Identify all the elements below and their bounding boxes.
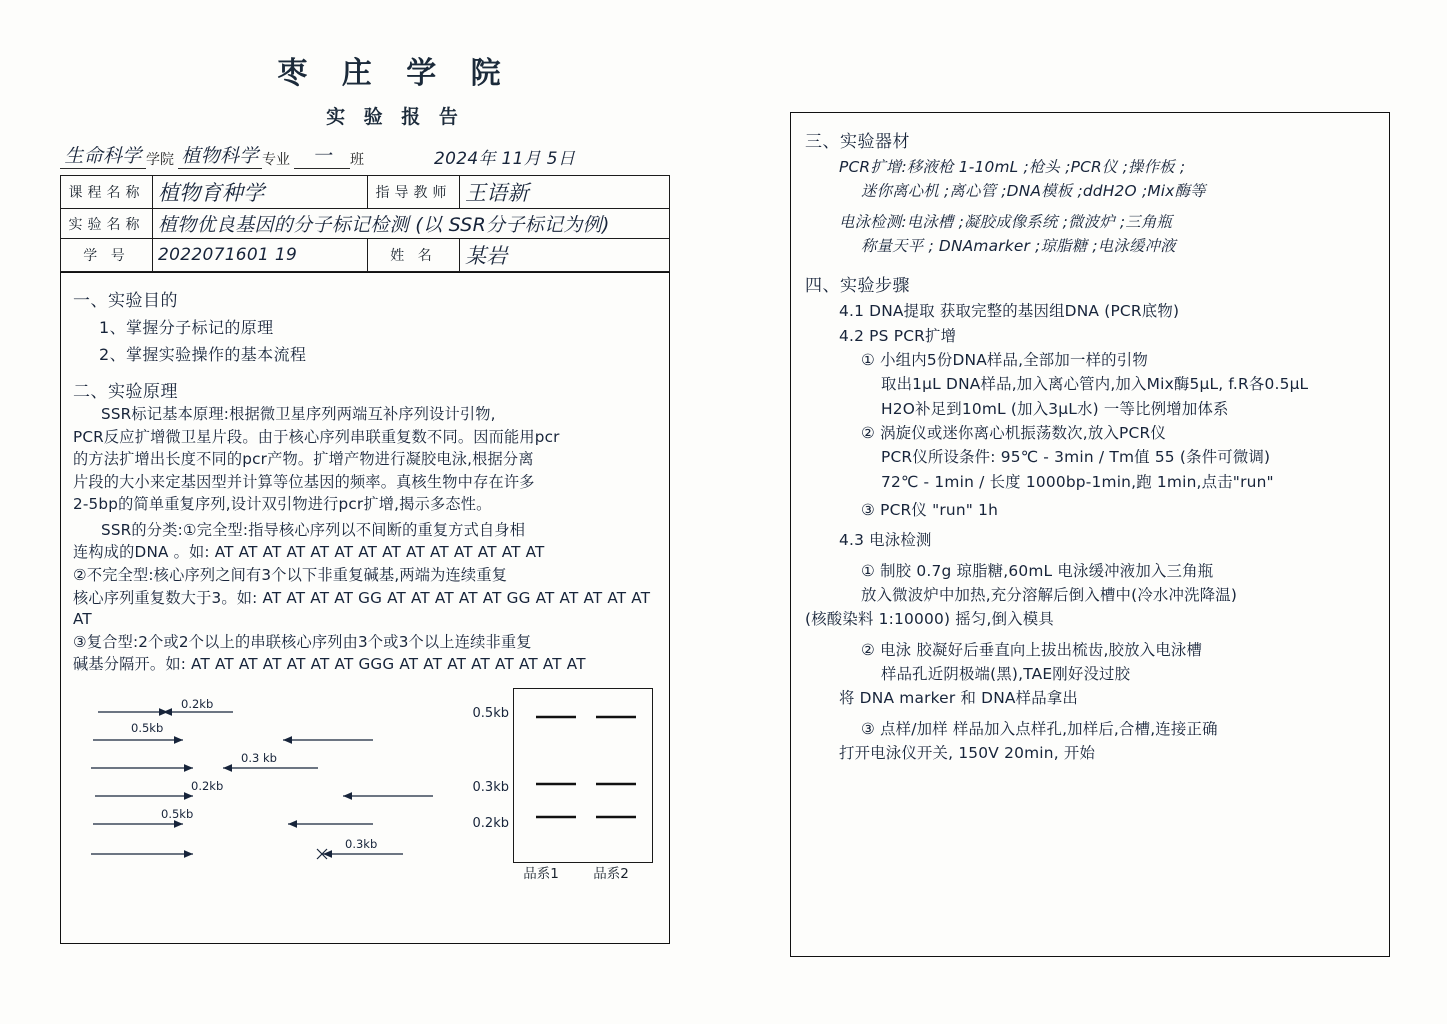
principle-line: SSR标记基本原理:根据微卫星序列两端互补序列设计引物, — [101, 405, 496, 423]
step-line: 将 DNA marker 和 DNA样品拿出 — [839, 689, 1079, 708]
step-line: 取出1μL DNA样品,加入离心管内,加入Mix酶5μL, f.R各0.5μL — [881, 375, 1309, 394]
report-type-title: 实 验 报 告 — [326, 106, 464, 128]
student-id-label: 学 号 — [61, 239, 153, 272]
table-row — [61, 176, 670, 209]
info-table — [60, 175, 670, 272]
course-name-value[interactable]: 植物育种学 — [158, 181, 265, 205]
experiment-name-label: 实验名称 — [61, 209, 153, 239]
table-row — [61, 239, 670, 272]
step-line: 4.1 DNA提取 获取完整的基因组DNA (PCR底物) — [839, 302, 1180, 321]
student-id-value[interactable]: 2022071601 19 — [158, 245, 298, 265]
college-label: 学院 — [146, 153, 174, 168]
sample-label: 品系1 — [523, 865, 559, 882]
principle-line: 的方法扩增出长度不同的pcr产物。扩增产物进行凝胶电泳,根据分离 — [73, 450, 534, 469]
band-label: 0.3kb — [472, 779, 509, 795]
class-field[interactable]: 一 — [294, 141, 350, 169]
svg-text:0.3kb: 0.3kb — [345, 836, 378, 851]
principle-line: 片段的大小来定基因型并计算等位基因的频率。真核生物中存在许多 — [73, 472, 535, 491]
classification-line: ②不完全型:核心序列之间有3个以下非重复碱基,两端为连续重复 — [73, 566, 508, 585]
step-line: 72℃ - 1min / 长度 1000bp-1min,跑 1min,点击"run" — [881, 472, 1274, 491]
band-label: 0.5kb — [472, 705, 509, 721]
primer-arrow-diagram — [73, 682, 453, 882]
section-4-title: 四、实验步骤 — [805, 276, 910, 297]
step-line: 样品孔近阴极端(黑),TAE刚好没过胶 — [881, 664, 1131, 683]
step-line: PCR仪所设条件: 95℃ - 3min / Tm值 55 (条件可微调) — [881, 448, 1271, 467]
classification-line: 核心序列重复数大于3。如: AT AT AT AT GG AT AT AT AT AT GG AT AT AT AT AT AT — [73, 588, 651, 629]
right-sheet — [790, 112, 1390, 957]
table-row — [61, 209, 670, 239]
step-line: ① 小组内5份DNA样品,全部加一样的引物 — [861, 350, 1148, 369]
principle-line: 2-5bp的简单重复序列,设计双引物进行pcr扩增,揭示多态性。 — [73, 495, 492, 514]
experiment-name-value[interactable]: 植物优良基因的分子标记检测 (以 SSR分子标记为例) — [158, 214, 610, 236]
step-line: 打开电泳仪开关, 150V 20min, 开始 — [839, 743, 1096, 762]
section-1-item: 1、掌握分子标记的原理 — [99, 318, 274, 337]
step-line: ③ 点样/加样 样品加入点样孔,加样后,合槽,连接正确 — [861, 719, 1218, 738]
gel-band-labels — [463, 688, 509, 863]
meta-row — [60, 145, 670, 169]
student-name-value[interactable]: 某岩 — [465, 244, 508, 268]
left-content-frame — [60, 272, 670, 944]
gel-sample-labels — [506, 862, 646, 882]
teacher-value[interactable]: 王语新 — [465, 181, 529, 205]
step-line: (核酸染料 1:10000) 摇匀,倒入模具 — [805, 610, 1054, 629]
gel-image — [513, 688, 653, 882]
band-label: 0.2kb — [472, 815, 509, 831]
classification-line: 碱基分隔开。如: AT AT AT AT AT AT AT GGG AT AT AT AT AT AT AT AT — [73, 655, 586, 674]
step-line: 放入微波炉中加热,充分溶解后倒入槽中(冷水冲洗降温) — [861, 585, 1238, 604]
step-line: ② 涡旋仪或迷你离心机振荡数次,放入PCR仪 — [861, 423, 1166, 442]
course-name-label: 课程名称 — [61, 176, 153, 209]
gel-bands — [514, 689, 654, 864]
left-sheet — [60, 48, 670, 978]
svg-text:0.5kb: 0.5kb — [161, 806, 194, 821]
section-1-title: 一、实验目的 — [73, 291, 178, 311]
classification-line: ③复合型:2个或2个以上的串联核心序列由3个或3个以上连续非重复 — [73, 632, 532, 651]
step-line: 4.2 PS PCR扩增 — [839, 326, 957, 345]
equipment-line: PCR扩增:移液枪 1-10mL ;枪头 ;PCR仪 ;操作板 ; — [839, 158, 1186, 176]
date-field[interactable]: 2024年 11月 5日 — [434, 149, 576, 169]
student-name-label: 姓 名 — [368, 239, 460, 272]
svg-text:0.2kb: 0.2kb — [191, 778, 224, 793]
svg-text:0.5kb: 0.5kb — [131, 720, 164, 735]
teacher-label: 指导教师 — [368, 176, 460, 209]
svg-text:0.2kb: 0.2kb — [181, 696, 214, 711]
step-line: ① 制胶 0.7g 琼脂糖,60mL 电泳缓冲液加入三角瓶 — [861, 561, 1214, 580]
step-line: ③ PCR仪 "run" 1h — [861, 500, 999, 519]
class-label: 班 — [350, 153, 364, 168]
principle-line: PCR反应扩增微卫星片段。由于核心序列串联重复数不同。因而能用pcr — [73, 427, 560, 446]
svg-text:0.3 kb: 0.3 kb — [241, 750, 277, 765]
school-title: 枣 庄 学 院 — [277, 56, 513, 91]
equipment-line: 电泳检测:电泳槽 ;凝胶成像系统 ;微波炉 ;三角瓶 — [839, 212, 1173, 231]
section-3-title: 三、实验器材 — [805, 132, 910, 152]
step-line: 4.3 电泳检测 — [839, 531, 932, 550]
classification-head: SSR的分类:①完全型:指导核心序列以不间断的重复方式自身相 — [101, 520, 526, 539]
equipment-line: 称量天平 ; DNAmarker ;琼脂糖 ;电泳缓冲液 — [861, 236, 1176, 255]
major-field[interactable]: 植物科学 — [178, 141, 262, 169]
college-field[interactable]: 生命科学 — [60, 141, 146, 169]
section-1-item: 2、掌握实验操作的基本流程 — [99, 345, 307, 364]
major-label: 专业 — [262, 153, 290, 168]
sample-label: 品系2 — [593, 865, 629, 882]
equipment-line: 迷你离心机 ;离心管 ;DNA模板 ;ddH2O ;Mix酶等 — [861, 182, 1206, 201]
step-line: ② 电泳 胶凝好后垂直向上拔出梳齿,胶放入电泳槽 — [861, 640, 1203, 659]
step-line: H2O补足到10mL (加入3μL水) 一等比例增加体系 — [881, 399, 1229, 418]
ssr-diagram — [73, 682, 657, 882]
classification-line: 连构成的DNA 。如: AT AT AT AT AT AT AT AT AT AT AT AT AT AT — [73, 543, 545, 562]
section-2-title: 二、实验原理 — [73, 382, 178, 402]
